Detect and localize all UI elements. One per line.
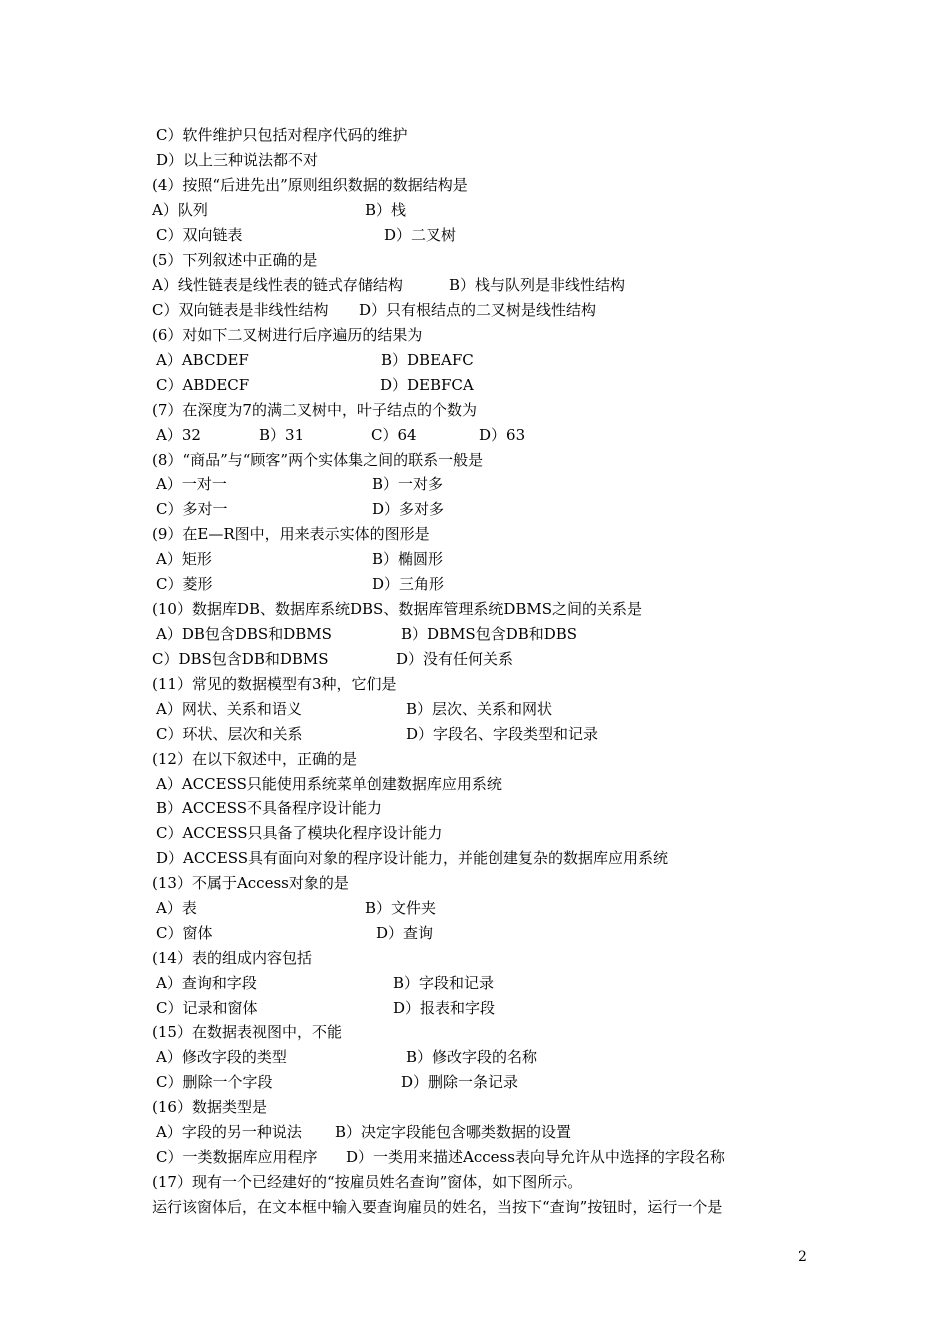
- option-b: B）31: [259, 426, 305, 444]
- question-4: (4）按照“后进先出”原则组织数据的数据结构是: [152, 176, 468, 194]
- option-a: A）表: [156, 899, 197, 917]
- option-c: C）双向链表: [156, 226, 243, 244]
- option-a: A）DB包含DBS和DBMS: [156, 625, 332, 643]
- option-c: C）多对一: [156, 500, 228, 518]
- text-line: C）软件维护只包括对程序代码的维护: [156, 126, 408, 144]
- option-d: D）没有任何关系: [396, 650, 514, 668]
- option-d: D）查询: [376, 924, 434, 942]
- option-c: C）删除一个字段: [156, 1073, 273, 1091]
- option-b: B）一对多: [372, 475, 444, 493]
- option-d: D）三角形: [372, 575, 445, 593]
- option-c: C）ABDECF: [156, 376, 250, 394]
- option-b: B）文件夹: [365, 899, 437, 917]
- question-9: (9）在E—R图中，用来表示实体的图形是: [152, 525, 430, 543]
- option-d: D）DEBFCA: [380, 376, 474, 394]
- question-8: (8）“商品”与“顾客”两个实体集之间的联系一般是: [152, 451, 484, 469]
- question-12: (12）在以下叙述中，正确的是: [152, 750, 357, 768]
- option-a: A）队列: [152, 201, 208, 219]
- option-b: B）层次、关系和网状: [406, 700, 553, 718]
- page-number: 2: [798, 1249, 807, 1265]
- option-c: C）ACCESS只具备了模块化程序设计能力: [156, 824, 443, 842]
- option-a: A）矩形: [156, 550, 212, 568]
- option-b: B）DBEAFC: [381, 351, 474, 369]
- question-10: (10）数据库DB、数据库系统DBS、数据库管理系统DBMS之间的关系是: [152, 600, 643, 618]
- option-c: C）菱形: [156, 575, 213, 593]
- option-d: D）二叉树: [384, 226, 457, 244]
- option-c: C）记录和窗体: [156, 999, 258, 1017]
- question-11: (11）常见的数据模型有3种，它们是: [152, 675, 397, 693]
- option-c: C）环状、层次和关系: [156, 725, 303, 743]
- option-a: A）字段的另一种说法: [156, 1123, 302, 1141]
- option-d: D）只有根结点的二叉树是线性结构: [359, 301, 597, 319]
- option-b: B）椭圆形: [372, 550, 444, 568]
- option-d: D）ACCESS具有面向对象的程序设计能力，并能创建复杂的数据库应用系统: [156, 849, 669, 867]
- option-c: C）双向链表是非线性结构: [152, 301, 329, 319]
- option-d: D）删除一条记录: [401, 1073, 519, 1091]
- option-a: A）ACCESS只能使用系统菜单创建数据库应用系统: [156, 775, 502, 793]
- question-17: (17）现有一个已经建好的“按雇员姓名查询”窗体，如下图所示。: [152, 1173, 583, 1191]
- question-5: (5）下列叙述中正确的是: [152, 251, 318, 269]
- question-16: (16）数据类型是: [152, 1098, 267, 1116]
- text-line: D）以上三种说法都不对: [156, 151, 319, 169]
- question-15: (15）在数据表视图中，不能: [152, 1023, 342, 1041]
- option-b: B）栈: [365, 201, 407, 219]
- option-a: A）网状、关系和语义: [156, 700, 302, 718]
- option-b: B）栈与队列是非线性结构: [449, 276, 626, 294]
- option-d: D）字段名、字段类型和记录: [406, 725, 599, 743]
- option-a: A）修改字段的类型: [156, 1048, 287, 1066]
- option-c: C）一类数据库应用程序: [156, 1148, 318, 1166]
- option-d: D）多对多: [372, 500, 445, 518]
- option-c: C）窗体: [156, 924, 213, 942]
- option-b: B）决定字段能包含哪类数据的设置: [335, 1123, 572, 1141]
- question-6: (6）对如下二叉树进行后序遍历的结果为: [152, 326, 423, 344]
- option-a: A）查询和字段: [156, 974, 257, 992]
- question-14: (14）表的组成内容包括: [152, 949, 312, 967]
- question-7: (7）在深度为7的满二叉树中，叶子结点的个数为: [152, 401, 477, 419]
- option-b: B）DBMS包含DB和DBS: [401, 625, 578, 643]
- option-c: C）DBS包含DB和DBMS: [152, 650, 329, 668]
- option-a: A）线性链表是线性表的链式存储结构: [152, 276, 403, 294]
- option-a: A）32: [156, 426, 201, 444]
- option-a: A）一对一: [156, 475, 227, 493]
- text-line: 运行该窗体后，在文本框中输入要查询雇员的姓名，当按下“查询”按钮时，运行一个是: [152, 1198, 723, 1216]
- option-a: A）ABCDEF: [156, 351, 249, 369]
- option-d: D）63: [479, 426, 526, 444]
- option-b: B）字段和记录: [393, 974, 495, 992]
- option-b: B）修改字段的名称: [406, 1048, 538, 1066]
- option-b: B）ACCESS不具备程序设计能力: [156, 799, 383, 817]
- option-d: D）报表和字段: [393, 999, 496, 1017]
- option-d: D）一类用来描述Access表向导允许从中选择的字段名称: [346, 1148, 725, 1166]
- option-c: C）64: [371, 426, 417, 444]
- question-13: (13）不属于Access对象的是: [152, 874, 349, 892]
